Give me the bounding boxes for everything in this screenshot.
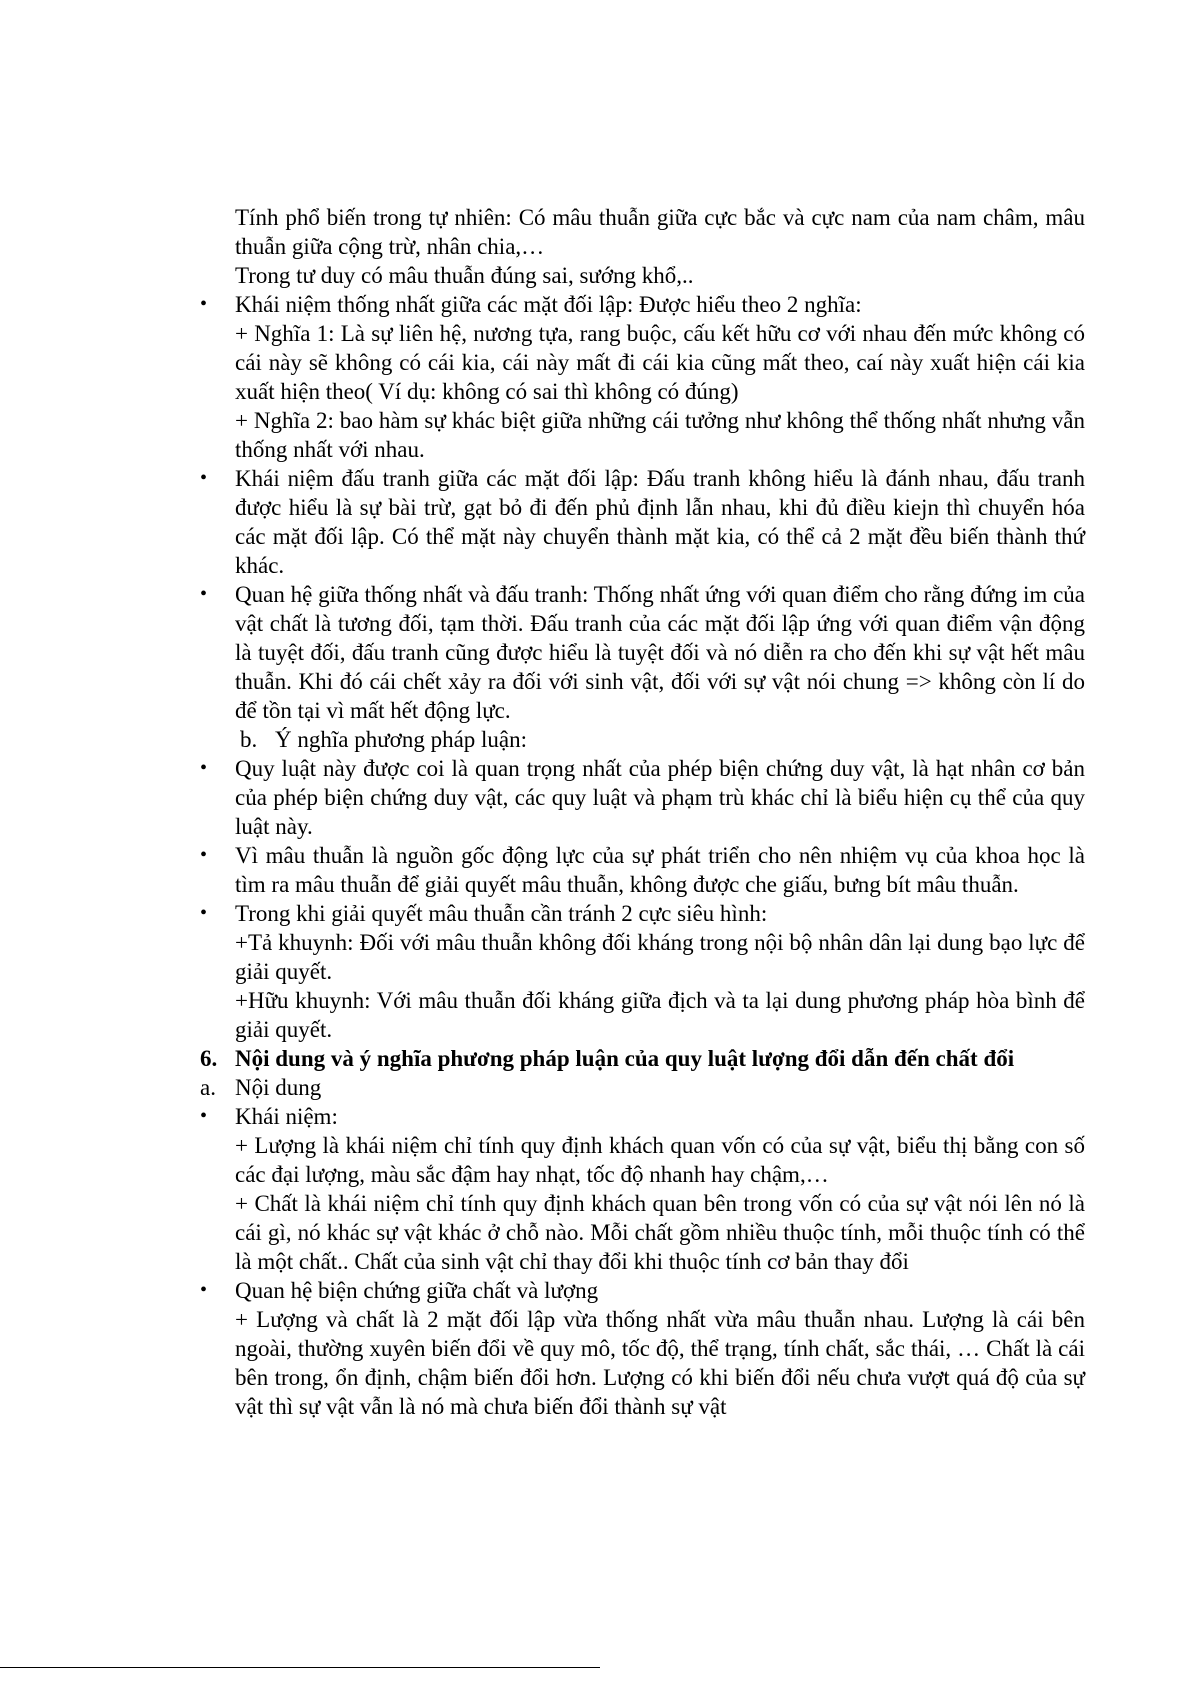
subsection-title: Ý nghĩa phương pháp luận: <box>275 727 528 752</box>
section-heading <box>195 1044 1085 1073</box>
paragraph: + Lượng là khái niệm chỉ tính quy định khách quan vốn có của sự vật, biểu thị bằng con số các đại lượng, màu sắc đậm hay nhạt, tốc độ nhanh hay chậm,… <box>235 1133 1085 1187</box>
subsection-heading <box>195 1073 1085 1102</box>
bullet-icon: • <box>200 757 208 779</box>
bullet-text: Khái niệm: <box>235 1104 338 1129</box>
paragraph: + Nghĩa 2: bao hàm sự khác biệt giữa những cái tưởng như không thể thống nhất nhưng vẫn thống nhất với nhau. <box>235 408 1085 462</box>
bullet-icon: • <box>200 583 208 605</box>
bullet-item <box>195 1102 1085 1131</box>
bullet-icon: • <box>200 1105 208 1127</box>
bullet-text: Vì mâu thuẫn là nguồn gốc động lực của sự phát triển cho nên nhiệm vụ của khoa học là tìm ra mâu thuẫn để giải quyết mâu thuẫn, không được che giấu, bưng bít mâu thuẫn. <box>235 843 1085 897</box>
bullet-text: Khái niệm thống nhất giữa các mặt đối lập: Được hiểu theo 2 nghĩa: <box>235 292 862 317</box>
section-title: Nội dung và ý nghĩa phương pháp luận của quy luật lượng đổi dẫn đến chất đổi <box>235 1046 1015 1071</box>
subsection-letter: b. <box>240 727 258 752</box>
bullet-icon: • <box>200 467 208 489</box>
bullet-text: Quy luật này được coi là quan trọng nhất của phép biện chứng duy vật, là hạt nhân cơ bản của phép biện chứng duy vật, các quy luật và phạm trù khác chỉ là biểu hiện cụ thể của quy luật này. <box>235 756 1085 839</box>
paragraph: + Lượng và chất là 2 mặt đối lập vừa thống nhất vừa mâu thuẫn nhau. Lượng là cái bên ngoài, thường xuyên biến đổi về quy mô, tốc độ, thể trạng, tính chất, sắc thái, … Chất là cái bên trong, ổn định, chậm biến đổi hơn. Lượng có khi biến đổi nếu chưa vượt quá độ của sự vật thì sự vật vẫn là nó mà chưa biến đổi thành sự vật <box>235 1307 1085 1419</box>
bullet-text: Khái niệm đấu tranh giữa các mặt đối lập: Đấu tranh không hiểu là đánh nhau, đấu tranh được hiểu là sự bài trừ, gạt bỏ đi đến phủ định lẫn nhau, khi đủ điều kiejn thì chuyển hóa các mặt đối lập. Có thể mặt này chuyển thành mặt kia, có thể cả 2 mặt đều biến thành thứ khác. <box>235 466 1085 578</box>
paragraph: + Nghĩa 1: Là sự liên hệ, nương tựa, rang buộc, cấu kết hữu cơ với nhau đến mức không có cái này sẽ không có cái kia, cái này mất đi cái kia cũng mất theo, caí này xuất hiện cái kia xuất hiện theo( Ví dụ: không có sai thì không có đúng) <box>235 321 1085 404</box>
bullet-item <box>195 290 1085 319</box>
paragraph: +Hữu khuynh: Với mâu thuẫn đối kháng giữa địch và ta lại dung phương pháp hòa bình để giải quyết. <box>235 988 1085 1042</box>
document-body <box>195 203 1085 1421</box>
bullet-item <box>195 841 1085 899</box>
bullet-text: Quan hệ biện chứng giữa chất và lượng <box>235 1278 599 1303</box>
section-number: 6. <box>200 1046 218 1071</box>
footnote-separator <box>0 1667 600 1668</box>
bullet-text: Trong khi giải quyết mâu thuẫn cần tránh 2 cực siêu hình: <box>235 901 768 926</box>
subsection-letter: a. <box>200 1075 216 1100</box>
bullet-icon: • <box>200 1279 208 1301</box>
paragraph: Tính phổ biến trong tự nhiên: Có mâu thuẫn giữa cực bắc và cực nam của nam châm, mâu thuẫn giữa cộng trừ, nhân chia,… <box>235 205 1085 259</box>
bullet-item <box>195 754 1085 841</box>
paragraph: + Chất là khái niệm chỉ tính quy định khách quan bên trong vốn có của sự vật nói lên nó là cái gì, nó khác sự vật khác ở chỗ nào. Mỗi chất gồm nhiều thuộc tính, mỗi thuộc tính có thể là một chất.. Chất của sinh vật chỉ thay đổi khi thuộc tính cơ bản thay đổi <box>235 1191 1085 1274</box>
subsection-heading <box>195 725 1085 754</box>
bullet-item <box>195 1276 1085 1305</box>
bullet-item <box>195 899 1085 928</box>
bullet-icon: • <box>200 902 208 924</box>
paragraph: Trong tư duy có mâu thuẫn đúng sai, sướng khổ,.. <box>235 263 694 288</box>
subsection-title: Nội dung <box>235 1075 322 1100</box>
bullet-text: Quan hệ giữa thống nhất và đấu tranh: Thống nhất ứng với quan điểm cho rằng đứng im của vật chất là tương đối, tạm thời. Đấu tranh của các mặt đối lập ứng với quan điểm vận động là tuyệt đối, đấu tranh cũng được hiểu là tuyệt đối và nó diễn ra cho đến khi sự vật hết mâu thuẫn. Khi đó cái chết xảy ra đối với sinh vật, đối với sự vật nói chung => không còn lí do để tồn tại vì mất hết động lực. <box>235 582 1085 723</box>
bullet-item <box>195 580 1085 725</box>
bullet-item <box>195 464 1085 580</box>
bullet-icon: • <box>200 293 208 315</box>
bullet-icon: • <box>200 844 208 866</box>
paragraph: +Tả khuynh: Đối với mâu thuẫn không đối kháng trong nội bộ nhân dân lại dung bạo lực để giải quyết. <box>235 930 1085 984</box>
